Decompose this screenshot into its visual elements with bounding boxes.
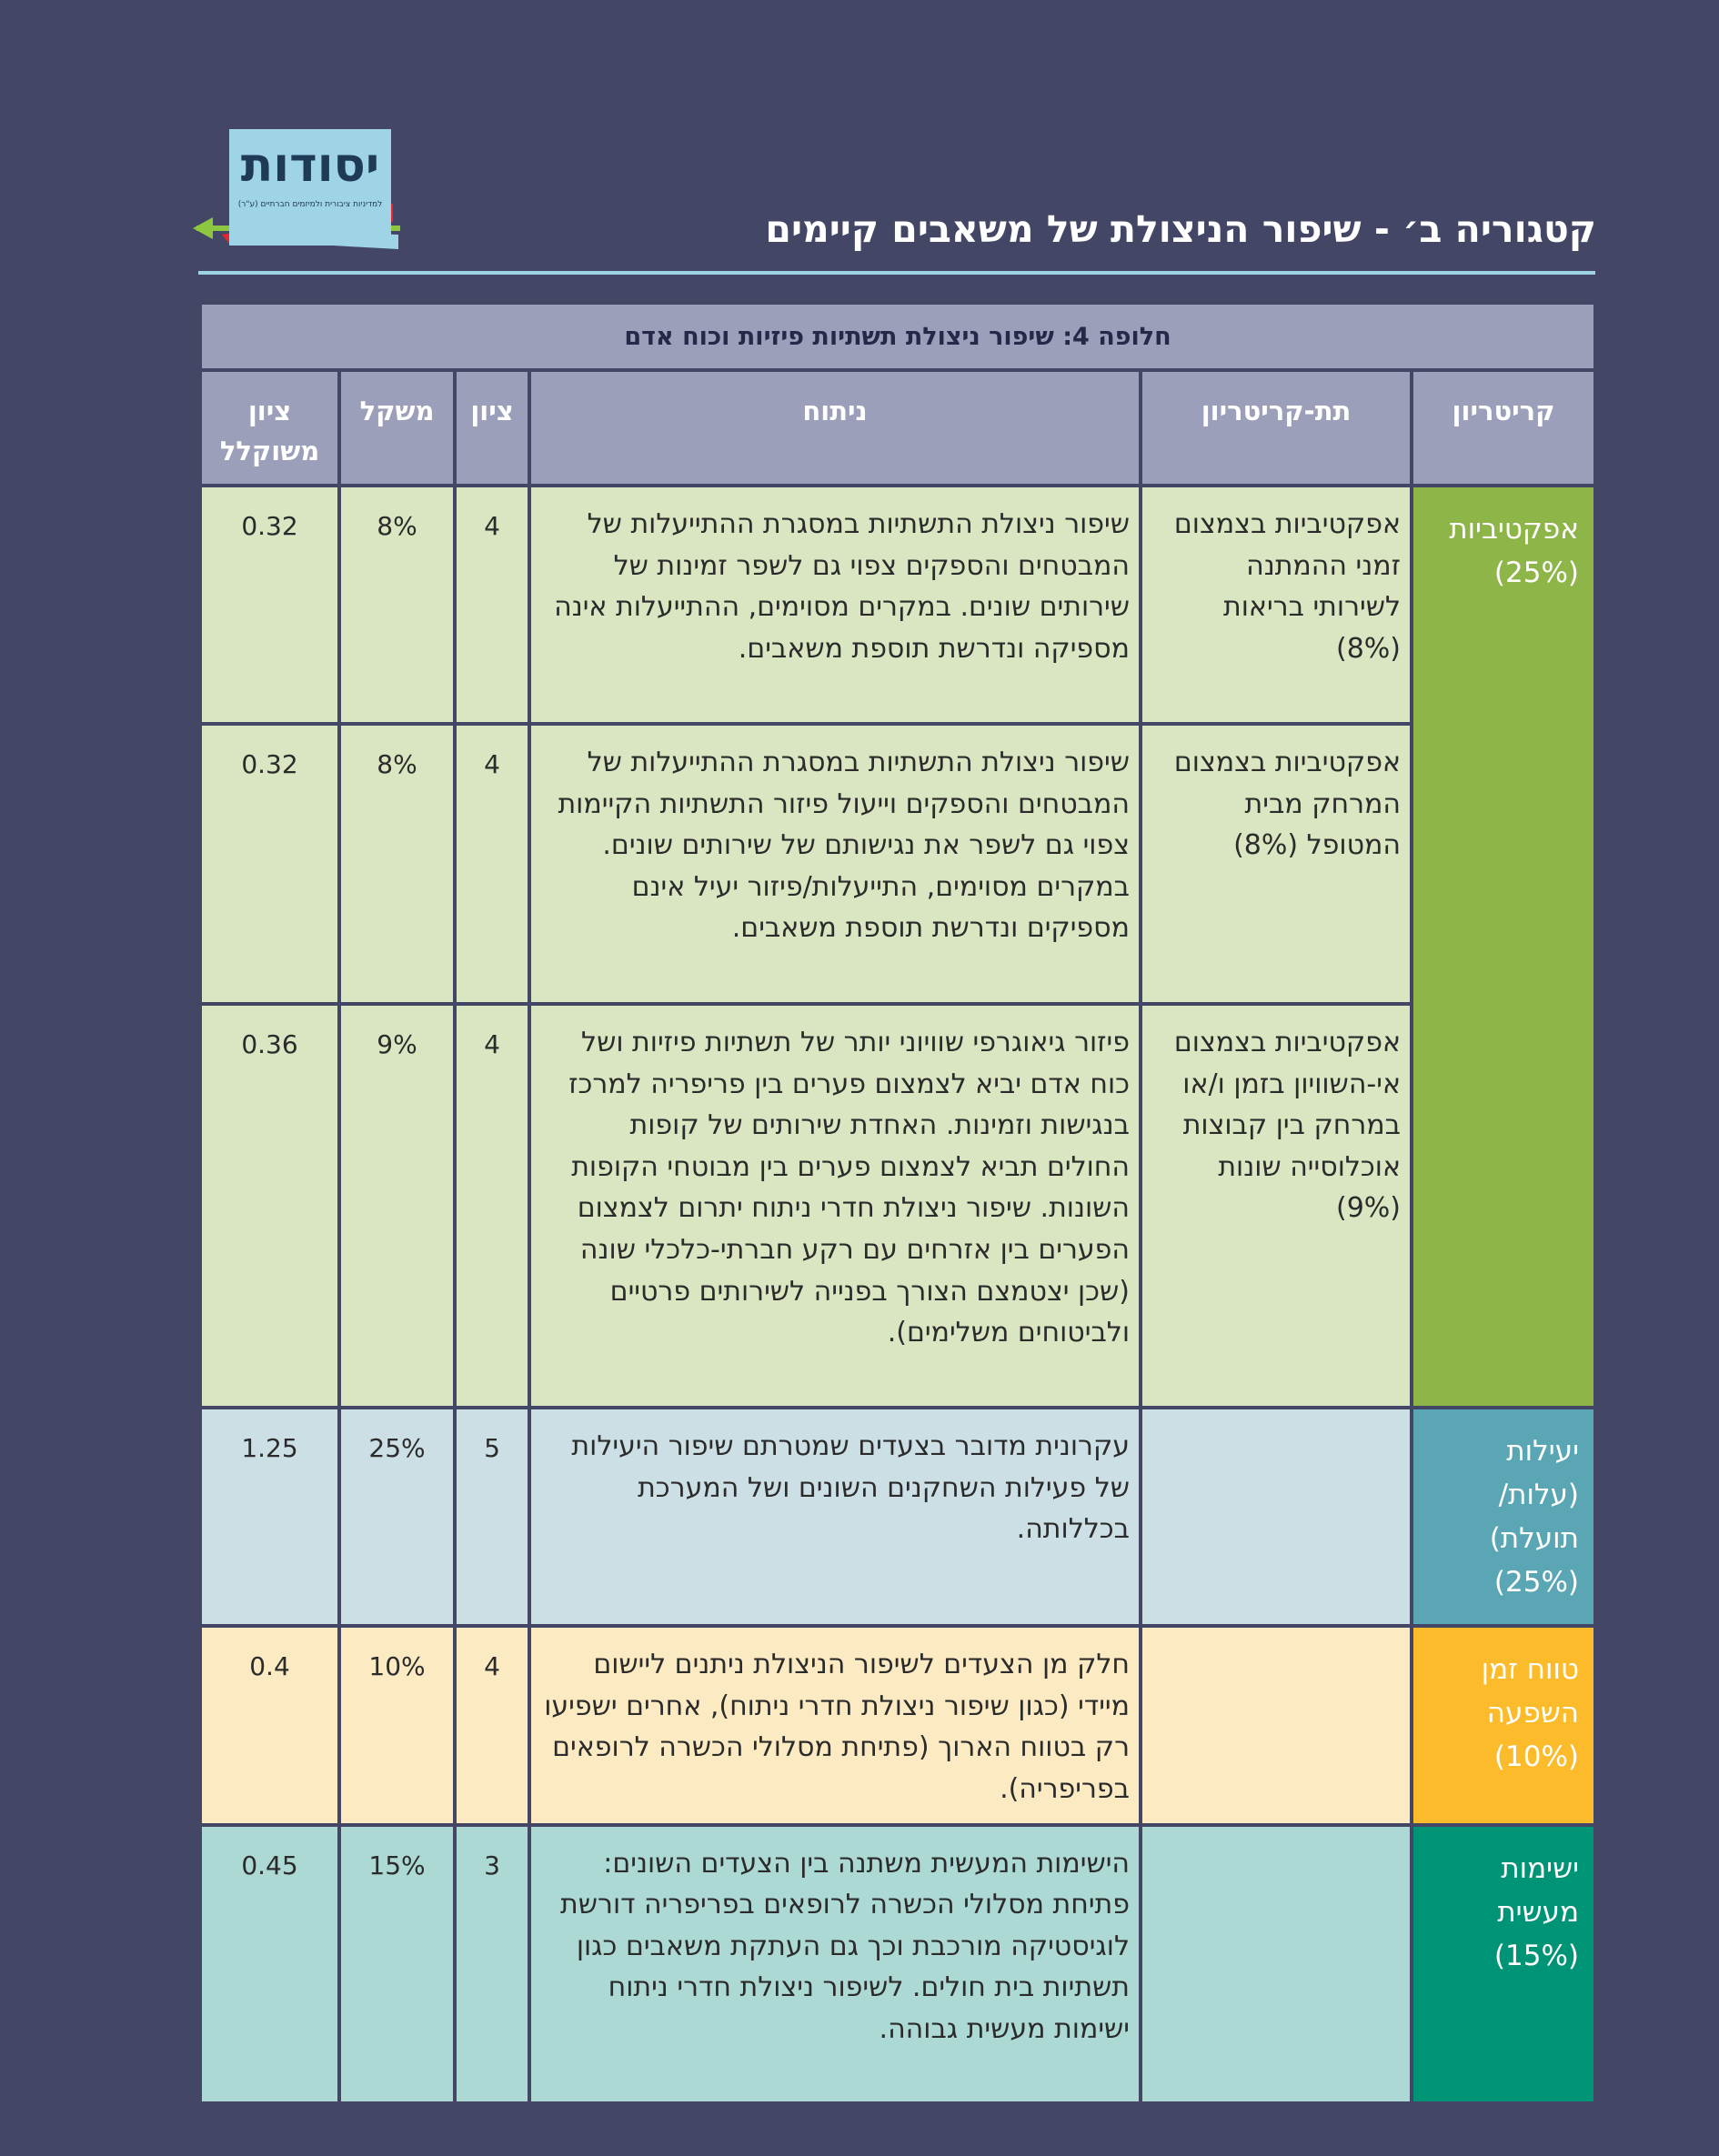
criterion-impact-timeframe: טווח זמן השפעה (10%) — [1412, 1626, 1595, 1824]
weighted-score-cell: 0.36 — [200, 1004, 339, 1408]
subcriterion-cell — [1141, 1626, 1412, 1824]
logo-tagline: למדיניות ציבורית ולמיזמים חברתיים (ע"ר) — [237, 200, 383, 209]
logo — [193, 127, 402, 255]
weight-cell: 15% — [339, 1825, 455, 2103]
analysis-cell: שיפור ניצולת התשתיות במסגרת ההתייעלות של המבטחים והספקים צפוי גם לשפר זמינות של שירותים שונים. במקרים מסוימים, ההתייעלות אינה מספיקה ונדרשת תוספת משאבים. — [529, 486, 1141, 724]
analysis-cell: פיזור גיאוגרפי שוויוני יותר של תשתיות פיזיות ושל כוח אדם יביא לצמצום פערים בין פריפריה למרכז בנגישות וזמינות. האחדת שירותים של קופות החולים תביא לצמצום פערים בין מבוטחי הקופות השונות. שיפור ניצולת חדרי ניתוח יתרום לצמצום הפערים בין אזרחים עם רקע חברתי-כלכלי שונה (שכן יצטמצם הצורך בפנייה לשירותים פרטיים ולביטוחים משלימים). — [529, 1004, 1141, 1408]
weight-cell: 8% — [339, 486, 455, 724]
score-cell: 4 — [455, 1626, 529, 1824]
table-row — [200, 1626, 1595, 1824]
subcriterion-cell: אפקטיביות בצמצום המרחק מבית המטופל (8%) — [1141, 724, 1412, 1004]
table-row — [200, 724, 1595, 1004]
table-row — [200, 1004, 1595, 1408]
analysis-cell: חלק מן הצעדים לשיפור הניצולת ניתנים ליישום מיידי (כגון שיפור ניצולת חדרי ניתוח), אחרים ישפיעו רק בטווח הארוך (פתיחת מסלולי הכשרה לרופאים בפריפריה). — [529, 1626, 1141, 1824]
weighted-score-cell: 0.4 — [200, 1626, 339, 1824]
header-subcriterion: תת-קריטריון — [1141, 370, 1412, 486]
header-analysis: ניתוח — [529, 370, 1141, 486]
subcriterion-cell: אפקטיביות בצמצום זמני ההמתנה לשירותי בריאות (8%) — [1141, 486, 1412, 724]
score-cell: 3 — [455, 1825, 529, 2103]
subcriterion-cell — [1141, 1408, 1412, 1626]
criterion-feasibility: ישימות מעשית (15%) — [1412, 1825, 1595, 2103]
weighted-score-cell: 1.25 — [200, 1408, 339, 1626]
evaluation-table — [198, 301, 1597, 2105]
table-header-row — [200, 370, 1595, 486]
analysis-cell: שיפור ניצולת התשתיות במסגרת ההתייעלות של המבטחים והספקים וייעול פיזור התשתיות הקיימות צפוי גם לשפר את נגישותם של שירותים שונים. במקרים מסוימים, התייעלות/פיזור יעיל אינם מספיקים ונדרשת תוספת משאבים. — [529, 724, 1141, 1004]
logo-box — [229, 129, 391, 246]
weight-cell: 10% — [339, 1626, 455, 1824]
weighted-score-cell: 0.45 — [200, 1825, 339, 2103]
header-score: ציון — [455, 370, 529, 486]
criterion-effectiveness: אפקטיביות (25%) — [1412, 486, 1595, 1408]
header-weighted-score: ציון משוקלל — [200, 370, 339, 486]
header-criterion: קריטריון — [1412, 370, 1595, 486]
analysis-cell: עקרונית מדובר בצעדים שמטרתם שיפור היעילות של פעילות השחקנים השונים ושל המערכת בכללותה. — [529, 1408, 1141, 1626]
score-cell: 4 — [455, 1004, 529, 1408]
weight-cell: 9% — [339, 1004, 455, 1408]
weighted-score-cell: 0.32 — [200, 486, 339, 724]
subcriterion-cell: אפקטיביות בצמצום אי-השוויון בזמן ו/או במרחק בין קבוצות אוכלוסייה שונות (9%) — [1141, 1004, 1412, 1408]
weight-cell: 25% — [339, 1408, 455, 1626]
page-title: קטגוריה ב׳ - שיפור הניצולת של משאבים קיימים — [765, 207, 1596, 251]
header-weight: משקל — [339, 370, 455, 486]
weight-cell: 8% — [339, 724, 455, 1004]
subcriterion-cell — [1141, 1825, 1412, 2103]
table-row — [200, 1825, 1595, 2103]
score-cell: 5 — [455, 1408, 529, 1626]
logo-wordmark: יסודות — [240, 138, 380, 193]
score-cell: 4 — [455, 486, 529, 724]
criterion-efficiency: יעילות (עלות/ תועלת) (25%) — [1412, 1408, 1595, 1626]
score-cell: 4 — [455, 724, 529, 1004]
analysis-cell: הישימות המעשית משתנה בין הצעדים השונים: פתיחת מסלולי הכשרה לרופאים בפריפריה דורשת לוגיסטיקה מורכבת וכך גם העתקת משאבים כגון תשתיות בית חולים. לשיפור ניצולת חדרי ניתוח ישימות מעשית גבוהה. — [529, 1825, 1141, 2103]
table-caption: חלופה 4: שיפור ניצולת תשתיות פיזיות וכוח אדם — [200, 303, 1595, 370]
table-row — [200, 1408, 1595, 1626]
table-row — [200, 486, 1595, 724]
weighted-score-cell: 0.32 — [200, 724, 339, 1004]
title-divider — [198, 271, 1595, 275]
